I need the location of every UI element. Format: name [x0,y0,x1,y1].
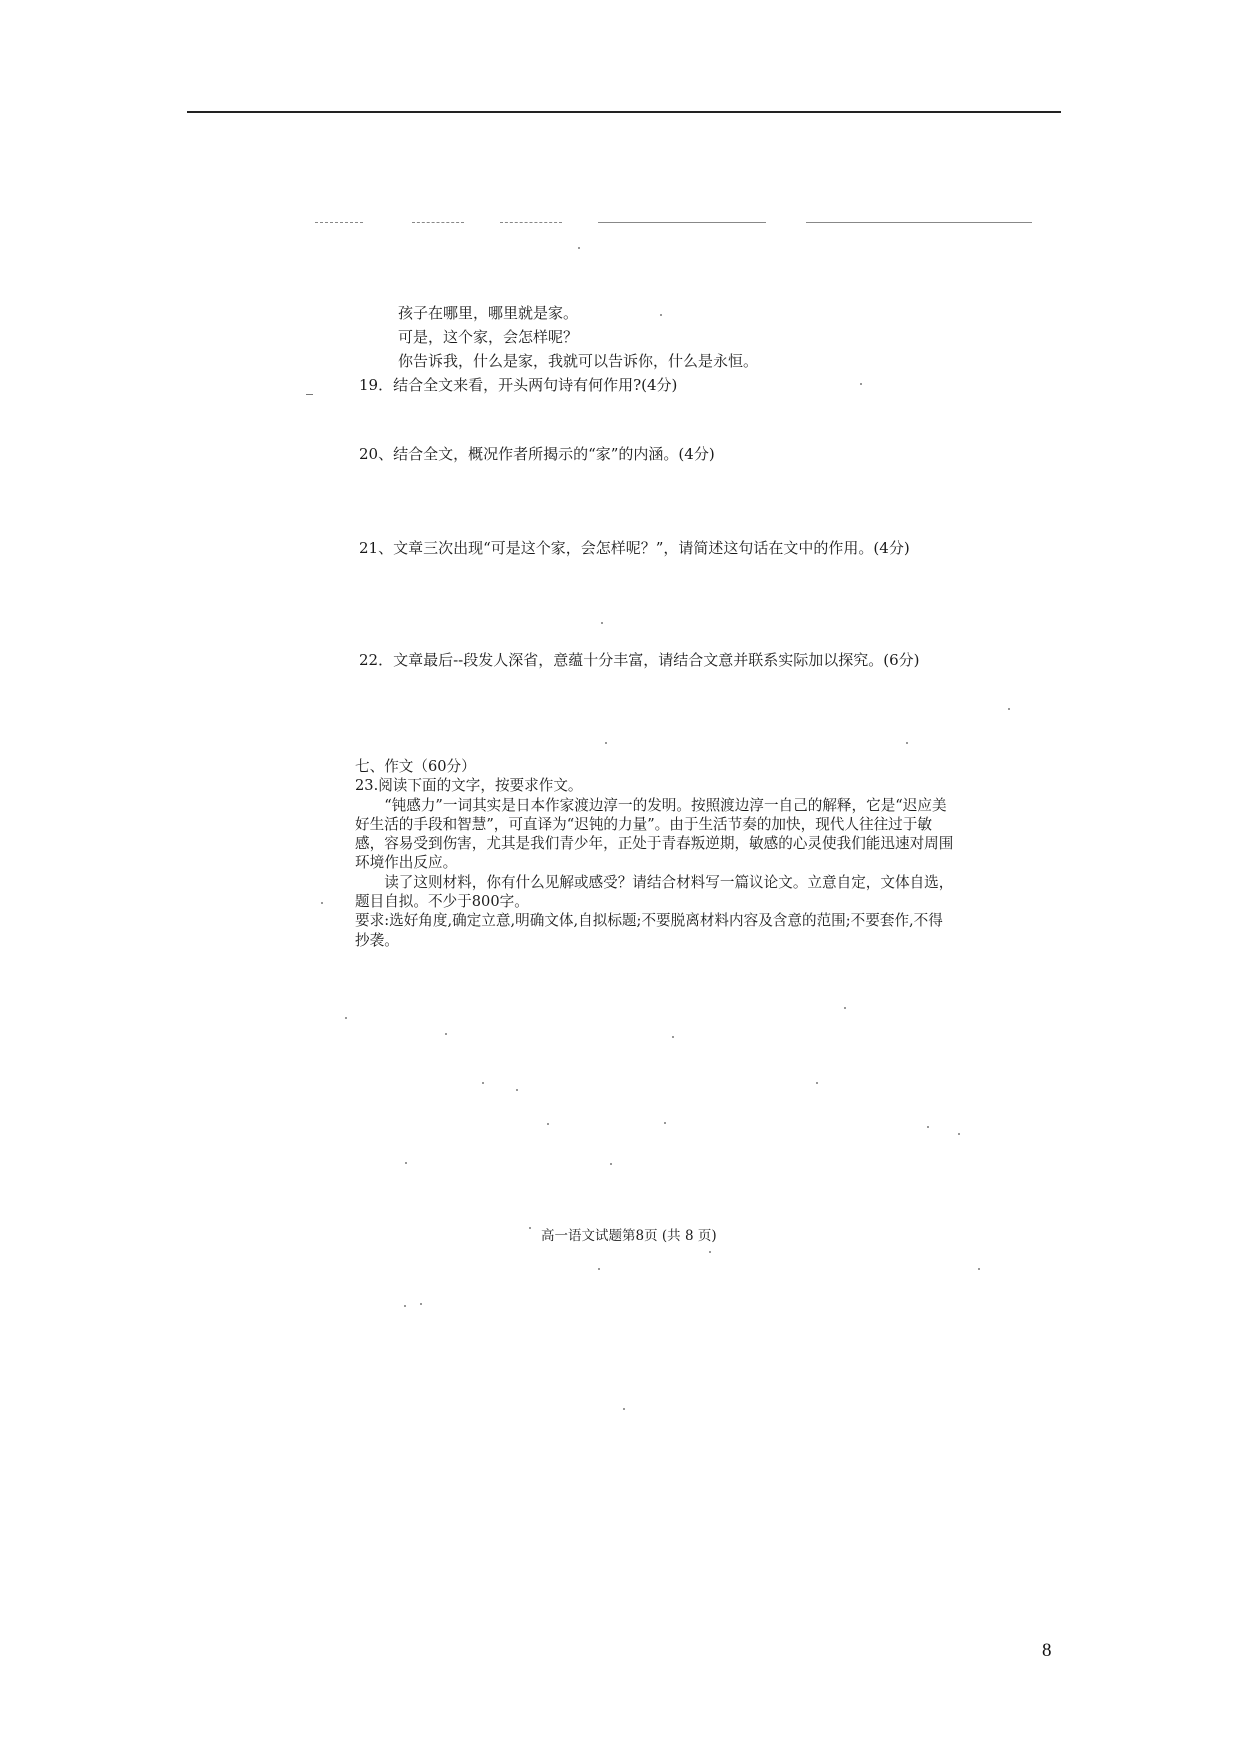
scan-artifact-line [412,222,464,223]
scan-speck [345,1017,347,1019]
question-20: 20、结合全文，概况作者所揭示的“家”的内涵。(4分) [359,445,715,463]
scan-speck [601,622,603,624]
page-number: 8 [1042,1640,1052,1661]
scan-speck [321,902,323,904]
scan-speck [598,1268,600,1270]
scan-speck [860,383,862,385]
scan-speck [578,247,580,249]
poem-line: 你告诉我，什么是家，我就可以告诉你，什么是永恒。 [398,352,759,370]
scan-speck [623,1408,625,1410]
scan-speck [610,1163,612,1165]
scan-artifact-line [598,222,766,223]
scan-artifact-line [500,222,562,223]
scan-speck [672,1036,674,1038]
essay-heading: 七、作文（60分） [355,758,476,775]
scan-artifact-line [315,222,363,223]
essay-requirements: 要求:选好角度,确定立意,明确文体,自拟标题;不要脱离材料内容及含意的范围;不要套作,不得抄袭。 [355,912,943,949]
page-footer: 高一语文试题第8页 (共 8 页) [541,1228,717,1244]
essay-prompt: 23.阅读下面的文字，按要求作文。 [355,777,583,795]
poem-line: 孩子在哪里，哪里就是家。 [398,304,579,322]
question-22: 22．文章最后--段发人深省，意蕴十分丰富，请结合文意并联系实际加以探究。(6分) [359,651,920,669]
scan-speck [660,314,662,316]
scan-speck [927,1126,929,1128]
scan-speck [906,742,908,744]
essay-material: “钝感力”一词其实是日本作家渡边淳一的发明。按照渡边淳一自己的解释，它是“迟应美好生活的手段和智慧”，可直译为“迟钝的力量”。由于生活节奏的加快，现代人往往过于敏感，容易受到伤害，尤其是我们青少年，正处于青春叛逆期，敏感的心灵使我们能迅速对周围环境作出反应。 [355,796,954,872]
scan-speck [605,742,607,744]
scan-speck [844,1007,846,1009]
scan-speck [547,1123,549,1125]
scan-speck [405,1162,407,1164]
scan-speck [306,394,313,395]
scan-speck [482,1082,484,1084]
scan-speck [529,1227,531,1229]
question-21: 21、文章三次出现“可是这个家，会怎样呢？”，请简述这句话在文中的作用。(4分) [359,539,910,557]
scan-speck [958,1133,960,1135]
scan-speck [445,1033,447,1035]
scan-artifact-line [806,222,1032,223]
scan-speck [664,1122,666,1124]
scan-speck [978,1268,980,1270]
scan-speck [816,1082,818,1084]
scan-speck [420,1303,422,1305]
essay-task: 读了这则材料，你有什么见解或感受？请结合材料写一篇议论文。立意自定，文体自选，题目自拟。不少于800字。 [355,873,954,911]
essay-section [355,757,957,950]
scan-speck [709,1251,711,1253]
question-19: 19．结合全文来看，开头两句诗有何作用?(4分) [359,376,678,394]
top-rule [187,111,1061,113]
scan-speck [516,1089,518,1091]
scan-speck [404,1305,406,1307]
scan-speck [1008,708,1010,710]
poem-line: 可是，这个家，会怎样呢？ [398,328,579,346]
